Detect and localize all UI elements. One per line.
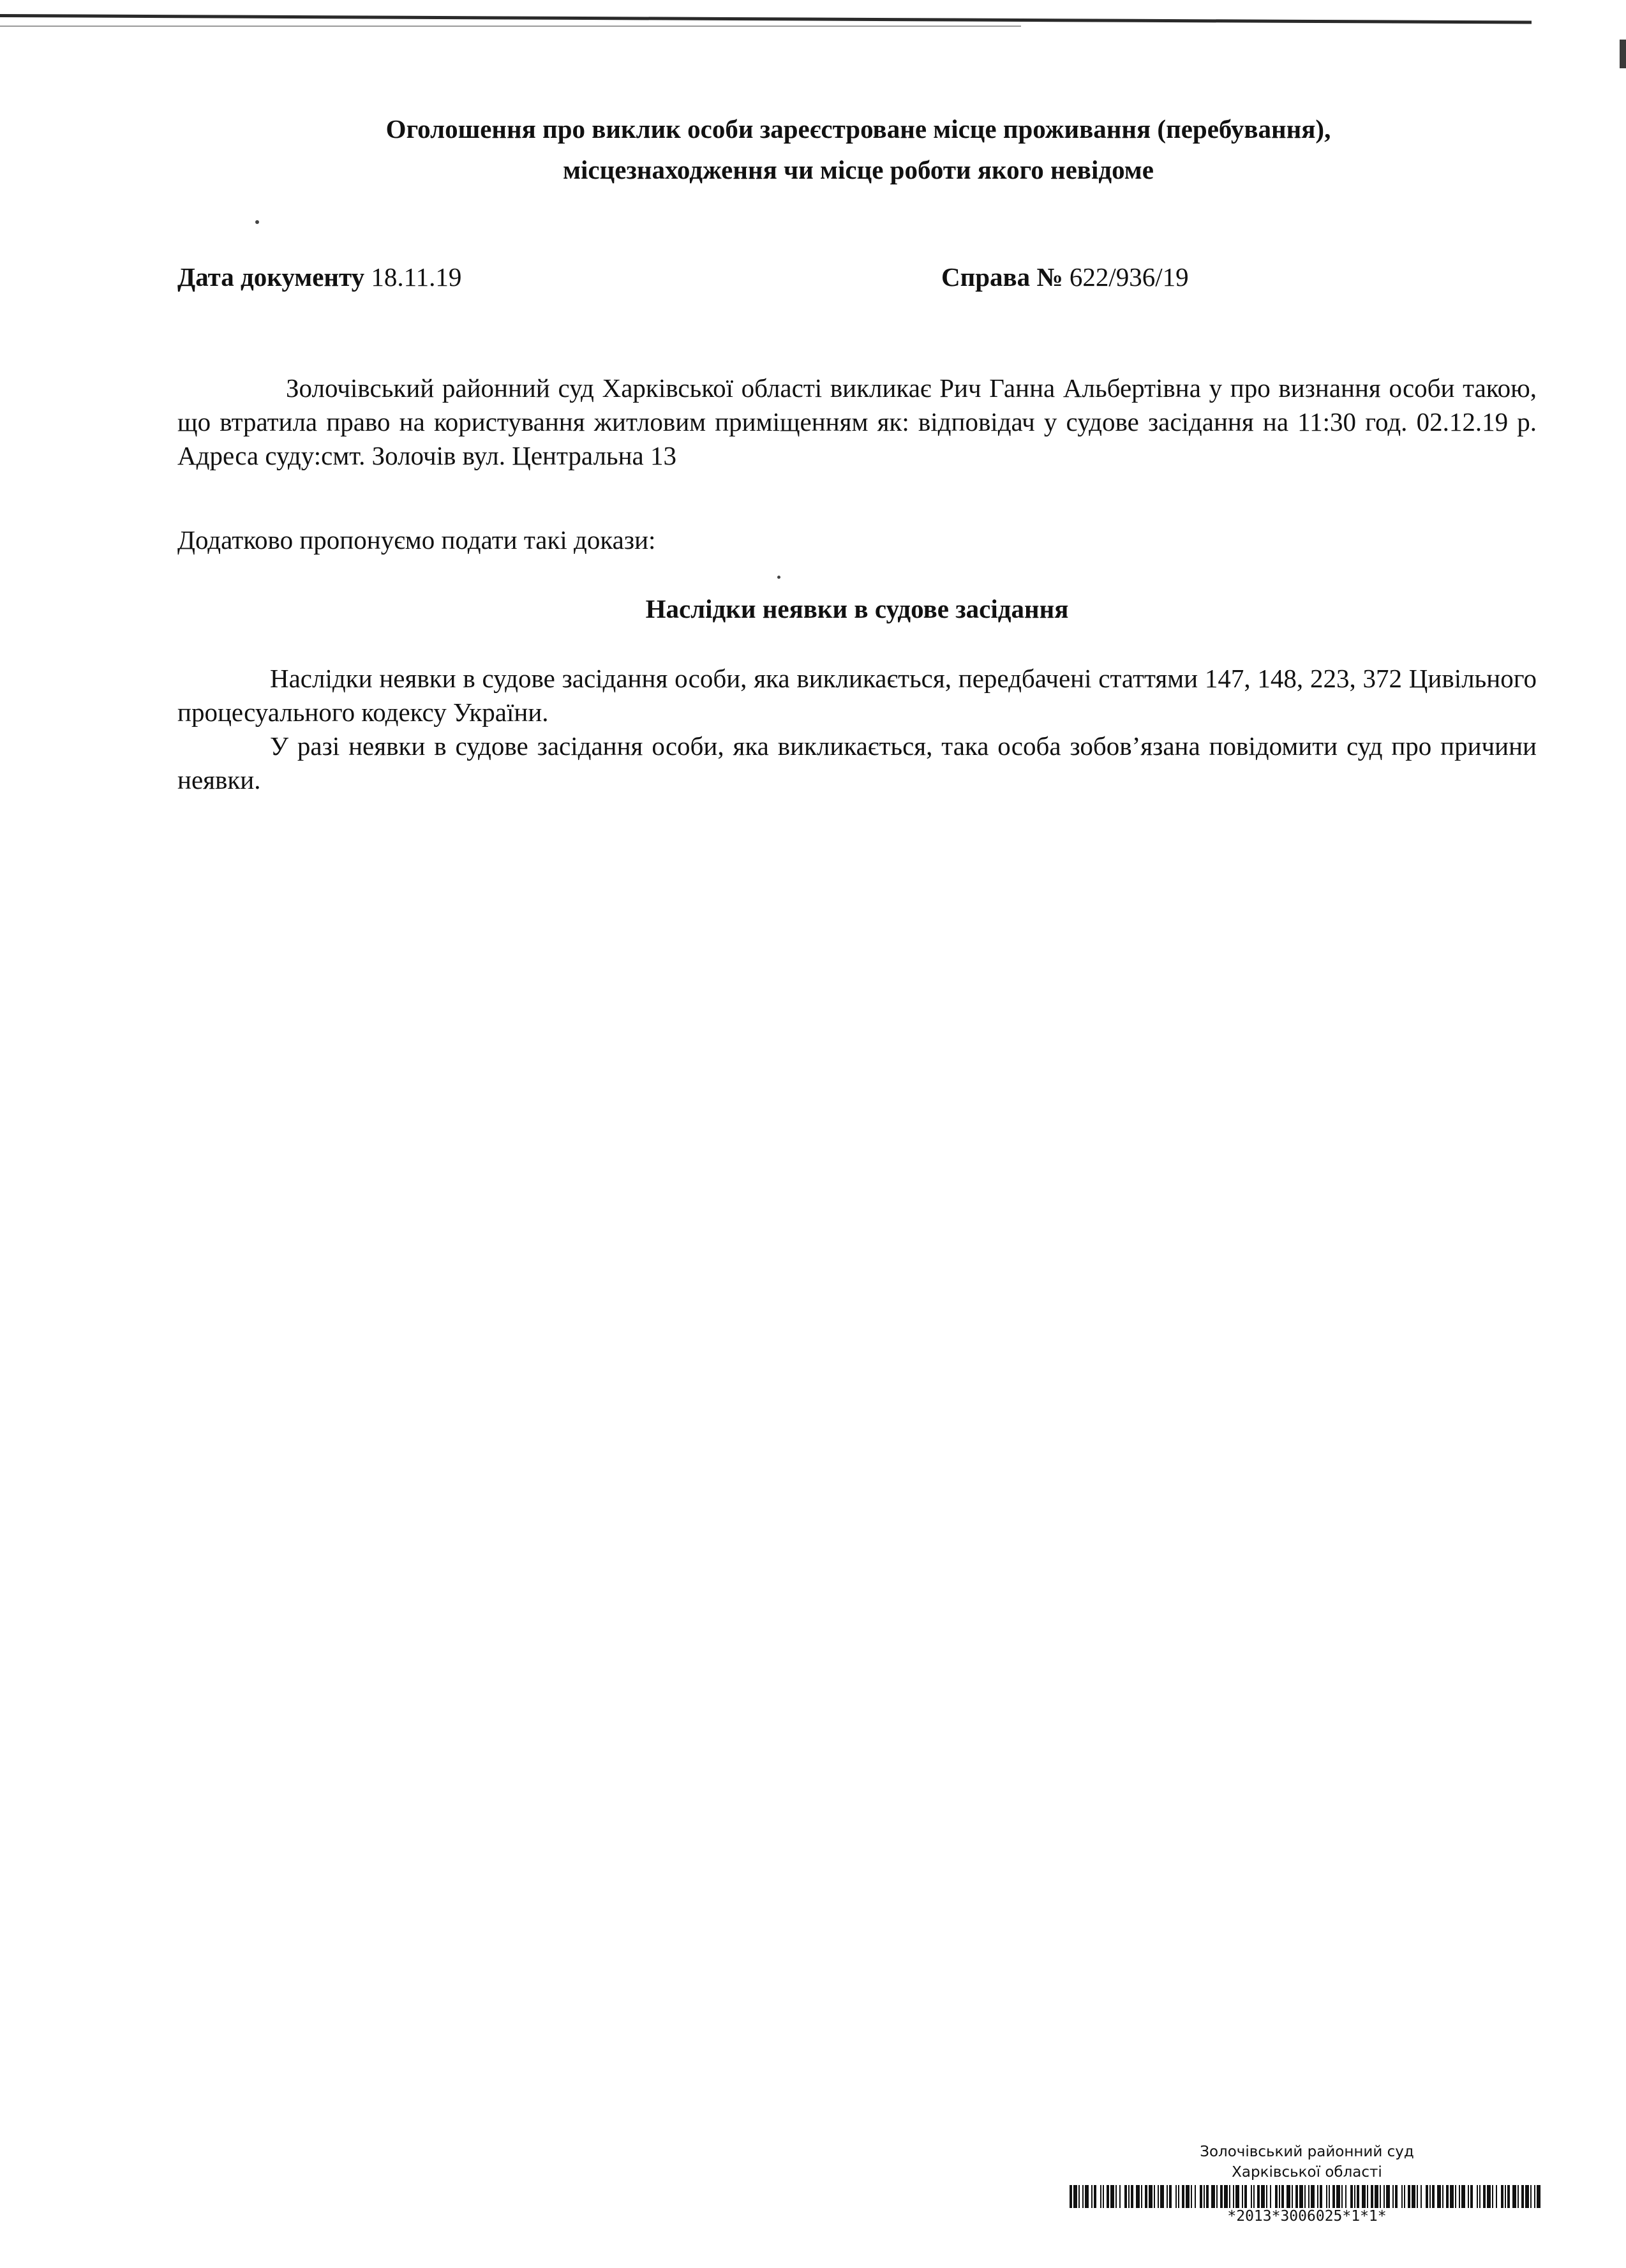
barcode-bar xyxy=(1505,2185,1506,2208)
barcode-bar xyxy=(1384,2185,1385,2208)
document-date-label: Дата документу xyxy=(177,262,365,292)
scan-speck xyxy=(255,220,259,224)
barcode-bar xyxy=(1229,2185,1230,2208)
case-number-label: Справа № xyxy=(941,262,1063,292)
barcode-bar xyxy=(1525,2185,1529,2208)
barcode-bar xyxy=(1295,2185,1298,2208)
barcode-bar xyxy=(1408,2185,1410,2208)
barcode-bar xyxy=(1191,2185,1192,2208)
scan-border-line xyxy=(0,26,1021,27)
barcode-bar xyxy=(1145,2185,1147,2208)
barcode-bar xyxy=(1160,2185,1164,2208)
barcode-bar xyxy=(1082,2185,1084,2208)
barcode-bar xyxy=(1279,2185,1280,2208)
barcode xyxy=(1070,2185,1542,2208)
barcode-bar xyxy=(1085,2185,1089,2208)
barcode-bar xyxy=(1158,2185,1159,2208)
document-title xyxy=(115,108,1602,190)
barcode-bar xyxy=(1253,2185,1255,2208)
barcode-bar xyxy=(1479,2185,1481,2208)
barcode-bar xyxy=(1421,2185,1422,2208)
barcode-bar xyxy=(1477,2185,1478,2208)
barcode-bar xyxy=(1320,2185,1322,2208)
barcode-bar xyxy=(1211,2185,1215,2208)
barcode-bar xyxy=(1350,2185,1353,2208)
barcode-bar xyxy=(1426,2185,1428,2208)
barcode-bar xyxy=(1487,2185,1491,2208)
barcode-bar xyxy=(1216,2185,1218,2208)
barcode-bar xyxy=(1530,2185,1532,2208)
barcode-bar xyxy=(1311,2185,1315,2208)
barcode-bar xyxy=(1275,2185,1278,2208)
barcode-bar xyxy=(1401,2185,1403,2208)
barcode-bar xyxy=(1496,2185,1497,2208)
barcode-bar xyxy=(1470,2185,1473,2208)
barcode-bar xyxy=(1178,2185,1179,2208)
barcode-bar xyxy=(1483,2185,1486,2208)
barcode-bar xyxy=(1429,2185,1431,2208)
barcode-bar xyxy=(1186,2185,1190,2208)
barcode-bar xyxy=(1281,2185,1284,2208)
barcode-bar xyxy=(1224,2185,1228,2208)
barcode-bar xyxy=(1206,2185,1209,2208)
stamp-court-name: Золочівський районний суд xyxy=(1200,2144,1414,2160)
barcode-bar xyxy=(1450,2185,1454,2208)
barcode-bar xyxy=(1070,2185,1072,2208)
barcode-bar xyxy=(1257,2185,1260,2208)
barcode-bar xyxy=(1175,2185,1177,2208)
barcode-bar xyxy=(1073,2185,1077,2208)
barcode-bar xyxy=(1292,2185,1293,2208)
barcode-bar xyxy=(1242,2185,1243,2208)
barcode-bar xyxy=(1270,2185,1271,2208)
stamp-court-region: Харківської області xyxy=(1232,2164,1382,2181)
barcode-bar xyxy=(1521,2185,1524,2208)
barcode-number: *2013*3006025*1*1* xyxy=(1227,2208,1387,2225)
barcode-bar xyxy=(1362,2185,1366,2208)
document-title-line2: місцезнаходження чи місце роботи якого невідоме xyxy=(563,155,1154,184)
scan-edge-mark xyxy=(1620,40,1626,68)
barcode-bar xyxy=(1537,2185,1540,2208)
case-number xyxy=(941,262,1189,292)
barcode-bar xyxy=(1200,2185,1202,2208)
barcode-bar xyxy=(1107,2185,1109,2208)
barcode-bar xyxy=(1182,2185,1184,2208)
barcode-bar xyxy=(1375,2185,1378,2208)
obligation-paragraph: У разі неявки в судове засідання особи, яка викликається, така особа зобов’язана повідомити суд про причини неявки. xyxy=(177,731,1537,795)
barcode-bar xyxy=(1404,2185,1405,2208)
barcode-bar xyxy=(1468,2185,1469,2208)
barcode-bar xyxy=(1233,2185,1234,2208)
barcode-bar xyxy=(1357,2185,1359,2208)
barcode-bar xyxy=(1094,2185,1096,2208)
barcode-bar xyxy=(1141,2185,1142,2208)
barcode-bar xyxy=(1119,2185,1121,2208)
barcode-bar xyxy=(1371,2185,1373,2208)
barcode-bar xyxy=(1195,2185,1196,2208)
barcode-bar xyxy=(1091,2185,1093,2208)
barcode-bar xyxy=(1336,2185,1340,2208)
barcode-bar xyxy=(1412,2185,1415,2208)
barcode-bar xyxy=(1167,2185,1168,2208)
barcode-bar xyxy=(1461,2185,1465,2208)
consequences-paragraph: Наслідки неявки в судове засідання особи, яка викликається, передбачені статтями 147, 148, 223, 372 Цивільного процесуального кодексу України. xyxy=(177,664,1537,727)
barcode-bar xyxy=(1395,2185,1398,2208)
barcode-bar xyxy=(1317,2185,1318,2208)
summons-paragraph: Золочівський районний суд Харківської області викликає Рич Ганна Альбертівна у про визнання особи такою, що втратила право на користування житловим приміщенням як: відповідач у судове засідання на 11:30 год. 02.12.19 р. Адреса суду:смт. Золочів вул. Центральна 13 xyxy=(177,373,1537,470)
barcode-bar xyxy=(1417,2185,1418,2208)
barcode-bar xyxy=(1204,2185,1205,2208)
barcode-bar xyxy=(1308,2185,1309,2208)
barcode-bar xyxy=(1512,2185,1516,2208)
document-title-line1: Оголошення про виклик особи зареєстроване місце проживання (перебування), xyxy=(385,114,1331,144)
barcode-bar xyxy=(1534,2185,1535,2208)
scan-speck xyxy=(777,576,780,579)
barcode-bar xyxy=(1169,2185,1172,2208)
barcode-bar xyxy=(1235,2185,1239,2208)
barcode-bar xyxy=(1299,2185,1303,2208)
court-stamp xyxy=(1070,2142,1544,2225)
barcode-bar xyxy=(1154,2185,1155,2208)
scan-border-line xyxy=(0,14,1532,24)
barcode-bar xyxy=(1251,2185,1252,2208)
barcode-bar xyxy=(1136,2185,1140,2208)
barcode-bar xyxy=(1446,2185,1449,2208)
barcode-bar xyxy=(1304,2185,1306,2208)
barcode-bar xyxy=(1100,2185,1101,2208)
barcode-bar xyxy=(1329,2185,1330,2208)
barcode-bar xyxy=(1392,2185,1394,2208)
evidence-request: Додатково пропонуємо подати такі докази: xyxy=(177,525,656,555)
document-date xyxy=(177,262,461,292)
barcode-bar xyxy=(1386,2185,1390,2208)
case-number-value: 622/936/19 xyxy=(1069,262,1189,292)
barcode-bar xyxy=(1442,2185,1443,2208)
barcode-bar xyxy=(1287,2185,1290,2208)
barcode-bar xyxy=(1131,2185,1133,2208)
barcode-bar xyxy=(1367,2185,1368,2208)
barcode-bar xyxy=(1354,2185,1355,2208)
barcode-bar xyxy=(1326,2185,1327,2208)
barcode-bar xyxy=(1492,2185,1493,2208)
barcode-bar xyxy=(1437,2185,1441,2208)
barcode-bar xyxy=(1432,2185,1435,2208)
barcode-bar xyxy=(1345,2185,1346,2208)
barcode-bar xyxy=(1266,2185,1267,2208)
barcode-bar xyxy=(1115,2185,1117,2208)
barcode-bar xyxy=(1341,2185,1343,2208)
barcode-bar xyxy=(1380,2185,1381,2208)
section-heading: Наслідки неявки в судове засідання xyxy=(645,594,1069,623)
barcode-bar xyxy=(1078,2185,1080,2208)
barcode-bar xyxy=(1501,2185,1503,2208)
barcode-bar xyxy=(1149,2185,1152,2208)
barcode-bar xyxy=(1128,2185,1130,2208)
barcode-bar xyxy=(1455,2185,1456,2208)
barcode-bar xyxy=(1220,2185,1223,2208)
barcode-bar xyxy=(1459,2185,1460,2208)
barcode-bar xyxy=(1332,2185,1335,2208)
barcode-bar xyxy=(1518,2185,1519,2208)
barcode-bar xyxy=(1103,2185,1104,2208)
barcode-bar xyxy=(1244,2185,1247,2208)
barcode-bar xyxy=(1261,2185,1265,2208)
barcode-bar xyxy=(1124,2185,1127,2208)
barcode-bar xyxy=(1507,2185,1510,2208)
document-date-value: 18.11.19 xyxy=(371,262,462,292)
barcode-bar xyxy=(1110,2185,1114,2208)
